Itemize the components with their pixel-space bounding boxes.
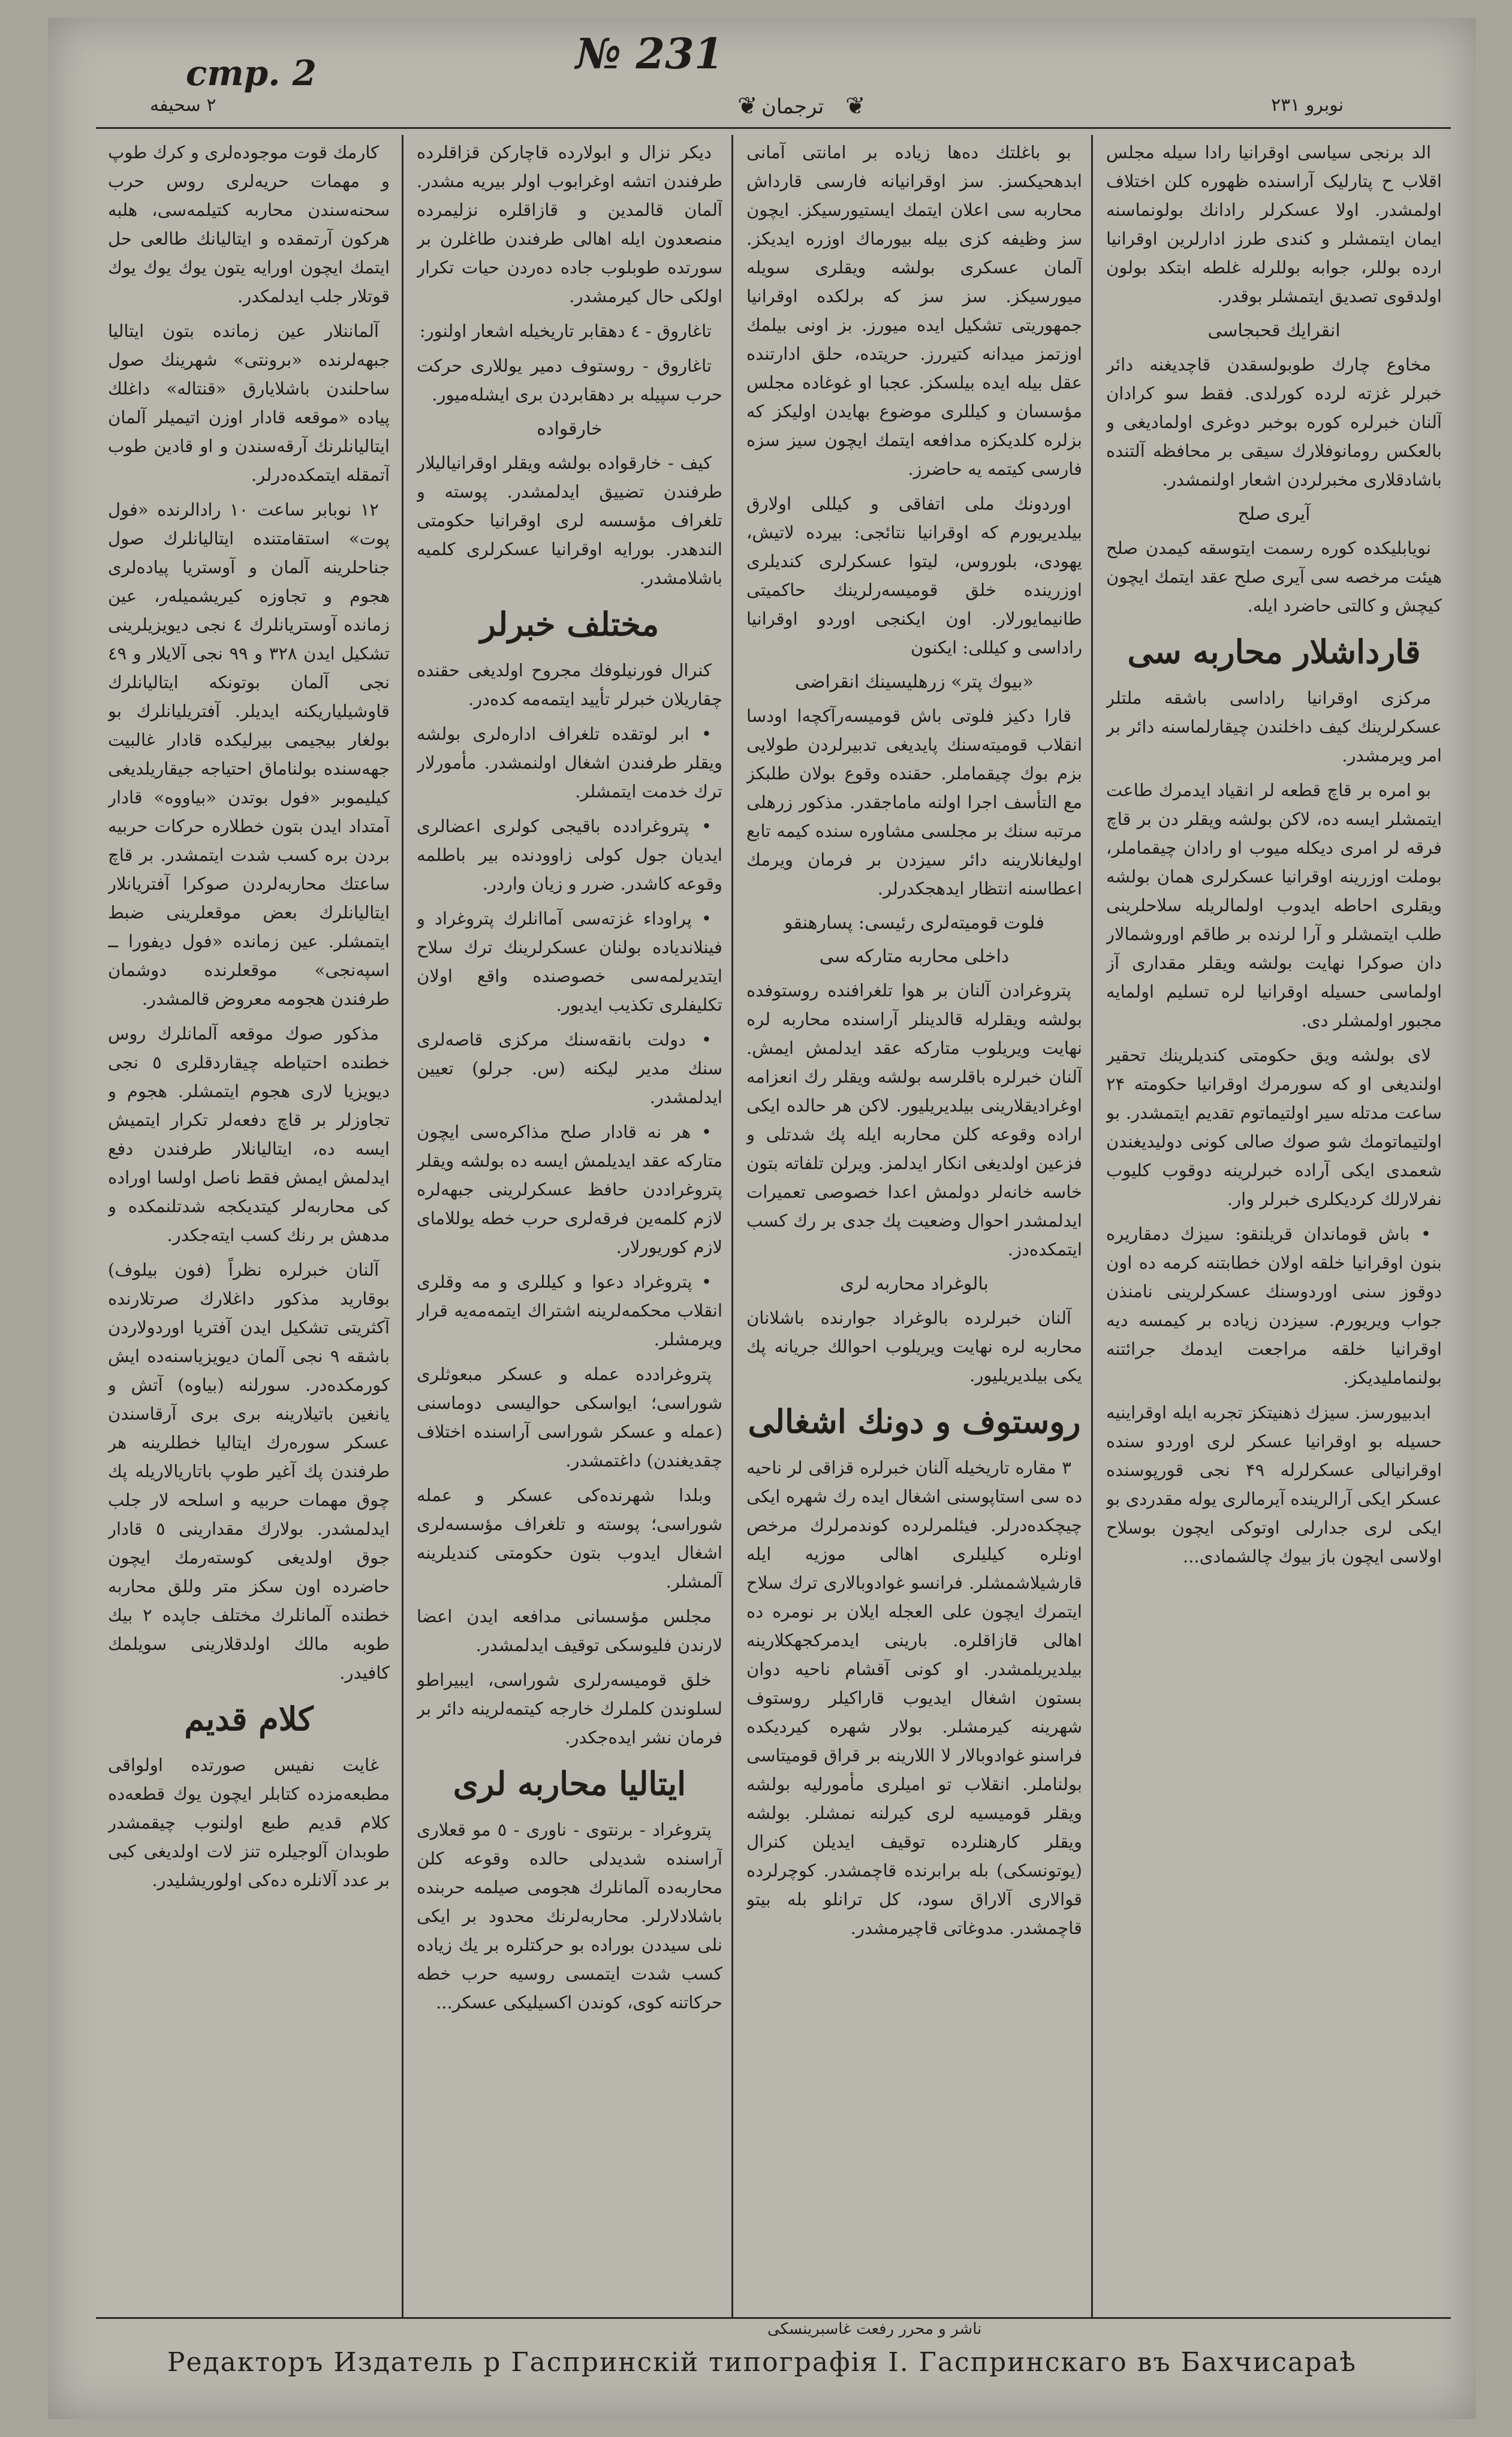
masthead-ornament-right: ❦ — [845, 92, 866, 120]
col1-para-8: لای بولشه ویق حکومتی کندیلرینك تحقیر اولندیغی او که سورمرك اوقرانیا حکومته ۲۴ ساعت مدتله سیر اولتیماتوم تقدیم ایتمشدر. بو اولتیماتومك شو صوك صالی کونی دولیدیغندن شعمدی ایکی آراده خبرلرینه دوقوب کلیوب نفرلارلك کردیکلری خبرلر وار. — [1106, 1045, 1442, 1209]
col3-para-1: تاغاروق - ٤ دهقابر تاریخیله اشعار اولنور: — [419, 321, 712, 341]
imprint-rule — [96, 2317, 1451, 2319]
footer-imprint: Редакторъ Издатель р Гаспринскій типографія I. Гаспринскаго въ Бахчисараѣ — [167, 2347, 1357, 2378]
col3-para-11: • هر نه قادار صلح مذاکره‌سی ایچون متارکه عقد ایدیلمش ایسه ده بولشه ویقلر پتروغراددن حافظ عسکرلرینی جبهه‌لره لازم کلمه‌ین فرقه‌لری حرب خطه یوللامای لازم کوریورلار. — [417, 1122, 722, 1257]
col2-subhead-5: داخلی محاربه متارکه سی — [819, 946, 1010, 967]
col2-para-6: پتروغرادن آلنان بر هوا تلغرافنده روستوفده بولشه ویقلرله قالدینلر آراسنده محاربه لره نهایت ویریلوب متارکه عقد ایدلمش ایمش. آلنان خبرلره باقلرسه بولشه ویقلر رك انعزامه اوغرادیقلارینی بیلدیریلیور. لاکن هر حالده ایکی اراده وقوعه کلن محاربه ایله پك شدتلی و فزعین اولدیغی انکار ایدلمز. ویرلن تلفاته بتون خاسه خانه‌لر دولمش اعدا خصوصی تعمیرات ایدلمشدر احوال وضعیت پك جدی بر رك کسب ایتمکده‌دز. — [746, 980, 1082, 1260]
col1-para-10: ابدبیورسز. سیزك ذهنیتکز تجربه ایله اوقراینیه حسیله بو اوقرانیا عسکر لری اوردو سنده اوقرانیالی عسکرلرله ۴۹ نجی قورپوسنده عسکر ایکی آرالرینده آیرمالری یوله مقدردی بو ایکی لری جدارلی اوتوکی ایچون بوسلاح اولاسی ایچون باز بیوك چالشمادی... — [1106, 1402, 1442, 1567]
col2-headline: روستوف و دونك اشغالی — [748, 1402, 1081, 1441]
col2-para-10: ۳ مقاره تاریخیله آلنان خبرلره قزاقی لر ناحیه ده سی استاپوسنی اشغال ایده رك شهره ایکی چیچکده‌درلر. فیئلمرلرده کوندمرلرك مرخص اونلره کیلیلری اهالی موزیه ایله قارشیلاشمشلر. فرانسو غوادوبالاری ترك سلاح ایتمرك ایچون علی العجله ایلان بر نومره ده اهالی قازاقلره. بارینی ایدمرکجهکلارینه بیلدیریلمشدر. او کونی آقشام ناحیه ‌دوان بستون اشغال ایدیوب قاراکیلر روستوف شهرینه کیرمشلر. بولار شهره کیردیکده فراسنو غوادوبالار لا اللارینه بر قراق قومیتاسی بولناملر. انقلاب تو امیلری مأمورلیه بولشه ویقلر قومیسیه لری کیرلنه نمشلر. بولشه ویقلر کارهنلرده توقیف ایدیلن کنرال (یوتونسکی) بله برابرنده قاچمشدر. کوچرلرده قوالاری آلاراق سود، کل ترانلو بله بیتو قاچمشدر. مدوغاتی قاچیرمشدر. — [746, 1457, 1082, 1938]
col3-para-6: کنرال فورنیلوفك مجروح اولدیغی حقنده چقاریلان خبرلر تأیید ایتمه‌مه کده‌در. — [417, 660, 722, 709]
handwritten-page-number: стр. 2 — [186, 53, 317, 94]
handwritten-issue-number: № 231 — [576, 29, 724, 79]
col1-para-6: مرکزی اوقرانیا راداسی باشقه ملتلر عسکرلرینك کیف داخلندن چیقارلماسنه دائر بر امر ویرمشدر. — [1106, 688, 1442, 766]
col1-subhead-1: انقرایك قحبجاسی — [1207, 320, 1341, 341]
col3-para-13: پتروغرادده عمله و عسکر مبعوثلری شوراسی؛ ایواسکی حوالیسی دوماسنی (عمله و عسکر شوراسی آراسنده اختلاف چقدیغندن) داغتمشدر. — [417, 1364, 722, 1471]
col4-para-1: آلماننلار عین زمانده بتون ایتالیا جبهه‌لرنده «برونتی» شهرینك صول ساحلندن باشلایارق «قنتاله» داغلك پیاده «موقعه قادار اوزن اتیمیلر آلمان ایتالیانلرنك آرقه‌سندن و او قادین طوب آتمقله ایتمکده‌درلر. — [108, 321, 390, 485]
col4-para-2: ۱۲ نوبابر ساعت ۱۰ رادالرنده «فول پوت» استقامتنده ایتالیانلرك صول جناحلرینه آلمان و آوستریا پیاده‌لری هجوم و تجاوزه کیریشمیله‌ر، عین زمانده آوستریانلرك ٤ نجی دیویزیلرینی تشکیل ایدن ٣٢٨ و ۹۹ نجی آلایلار و ٤٩ نجی آلمان بوتونکه ایتالیانلرك قاوشیلیاریکنه ایدیلر. آفتریلیانلرك بو بولغار بیجیمی بیرلیکده قادار غالبیت جهه‌سنده بولناماق احتیاجه جیقاریلدیغی کیلیموبر «فول بوتدن «بیاووه» قادار آمتداد ایدن بتون خطلاره حرکات حربیه بردن بره کسب شدت ایتمشدر. بر قاچ ساعتك محاربه‌لردن صوکرا آفتریانلار ایتالیانلرك بعض موقعلرینی ضبط ایتمشلر. عین زمانده «فول دیفورا ــ اسپه‌نجی» موقعلرنده دوشمان طرفندن هجومه معروض قالمشدر. — [108, 499, 390, 1009]
imprint-line: ناشر و محرر رفعت غاسبرینسکی — [767, 2320, 982, 2338]
col4-para-0: کارمك قوت موجوده‌لری و کرك طوپ و مهمات حریه‌لری روس حرب سحنه‌سندن محاربه کتیلمه‌سی، هلبه هرکون آرتمقده و ایتالیانك طالعی حل ایتمك ایچون اورایه یتون یوك یوك یوك قوتلار جلب ایدلمکدر. — [108, 142, 390, 306]
col2-para-3: قارا دکیز فلوتی باش قومیسه‌رآکچه‌ا اودسا انقلاب قومیته‌سنك پایدیغی تدبیرلردن طولایی بزم بوك چیقماملر. حقنده وقوع بولان طلبکز مع التأسف اجرا اولنه ماماجقدر. مذکور زرهلی مرتبه سنك بر مجلسی مشاوره سنده کیمه تابع اولیغانلارینه دائر سیزدن بر فرمان ویرمك اعطاسنه انتظار ایدهجکدرلر. — [746, 706, 1082, 899]
col2-para-8: آلنان خبرلرده بالوغراد جوارنده باشلانان محاربه لره نهایت ویریلوب احوالك جریانه پك یکی بیلدیریلیور. — [746, 1308, 1082, 1385]
column-center-left — [417, 138, 722, 2314]
col1-headline: قارداشلار محاربه سی — [1127, 632, 1421, 671]
col3-para-2: تاغاروق - روستوف دمیر یوللاری حرکت حرب سپیله بر دهقابردن بری ایشله‌میور. — [417, 356, 722, 405]
col3-para-9: • پراوداء غزته‌سی آماانلرك پتروغراد و فینلاندیاده بولنان عسکرلرینك ترك سلاح ایتدیرلمه‌سی خصوصنده واقع اولان تکلیفلری تکذیب ایدیور. — [417, 908, 722, 1015]
header-rule — [96, 127, 1451, 129]
col4-para-4: آلنان خبرلره نظراً (فون بیلوف) بوقارید مذکور داغلارك صرتلارنده آکثریتی تشکیل ایدن آفتریا اوردولاردن باشقه ۹ نجی آلمان دیویزیاسنه‌ده ایش کورمکده‌در. سورلنه (بیاوه) آتش و یانغین باتیلارینه بری بری آرقاسندن عسکر سوره‌رك ایتالیا خطلرینه هر طرفندن پك آغیر طوپ باتاریالاریله پك چوق مهمات حربیه و اسلحه لار جلب ایدلمشدر. بولارك مقدارینی ٥ قادار جوق اولدیغی کوسته‌رمك ایچون حاضرده اون سکز متر وللق محاربه خطنده آلمانلرك مختلف جاپده ۲ بیك طوبه مالك اولدقلارینی سویلمك کافیدر. — [108, 1260, 390, 1683]
column-rule-1 — [402, 135, 403, 2317]
col3-para-8: • پتروغرادده باقیجی کولری اعضالری ایدیان جول کولی زاوودنده بیر باطلمه وقوعه کاشدر. ضرر و زیان واردر. — [417, 816, 722, 894]
col4-headline-ad: کلام قدیم — [184, 1700, 314, 1738]
col2-subhead-2: «بیوك پتر» زرهلیسینك انقراضی — [794, 671, 1034, 692]
col1-para-7: بو امره بر قاچ قطعه لر انقیاد ایدمرك طاعت ایتمشلر ایسه ده، لاکن بولشه ویقلر دن بر قاچ فرقه لر امری دیکله میوب او رادان چیقماملر، بوملت اوزرینه اوقرانیا عسکرلری همان بولشه ویقلری احاطه ایدوب اولمالریله سلاحلرینی طلب ایتمشلر و آرا لرنده بر طاقم اوروشمالار دان صوکرا نهایت بولشه ویقلر مقداری آز اولماسی حسیله اوقرانیا لره تسلیم اولمایه مجبور اولمشلر دی. — [1106, 780, 1442, 1031]
column-right — [1106, 138, 1442, 2314]
newspaper-page — [48, 18, 1476, 2419]
column-rule-3 — [1091, 135, 1093, 2317]
col3-para-7: • ابر لوتقده تلغراف اداره‌لری بولشه ویقلر طرفندن اشغال اولنمشدر. مأمورلار ترك خدمت ایتمشلر. — [417, 724, 722, 802]
col3-subhead-3: خارقواده — [537, 418, 603, 439]
col3-para-14: وبلدا شهرنده‌کی عسکر و عمله شوراسی؛ پوسته و تلغراف مؤسسه‌لری اشغال ایدوب بتون حکومتی کندیلرینه آلمشلر. — [417, 1485, 722, 1592]
col2-signature-4: فلوت قومیته‌لری رئیسی: پسارهنقو — [784, 912, 1044, 933]
column-rule-2 — [731, 135, 733, 2317]
col3-para-16: خلق قومیسه‌رلری شوراسی، ایبیراطو لسلوندن کلملرك خارجه کیتمه‌لرینه دائر بر فرمان نشر ایده‌جکدر. — [417, 1670, 722, 1748]
masthead-center: ترجمان — [761, 95, 824, 119]
col4-para-6: غایت نفیس صورتده اولواقی مطبعه‌مزده کتابلر ایچون یوك قطعه‌ده کلام قدیم طبع اولنوب چیقمشدر طوبدان آلوجیلره تنز لات اولدیغی کبی بر عدد آلانلره ده‌کی اولوریشلیدر. — [108, 1755, 390, 1890]
col3-para-18: پتروغراد - برنتوی - ناوری - ٥ مو قعلاری آراسنده شدیدلی حالده وقوعه کلن محاربه‌ده آلمانلرك هجومی صیلمه حربنده باشلادلارلر. محاربه‌لرنك محدود بر ایکی نلی سیددن بوراده بو حرکتلره بر یك زیاده کسب شدت ایتمسی روسیه حرب خطه حرکاتنه کوی، کوندن اکسیلیکی عسکر... — [417, 1820, 722, 2013]
masthead-ornament-left: ❦ — [737, 92, 758, 120]
col3-para-10: • دولت بانقه‌سنك مرکزی قاصه‌لری سنك مدیر لیکنه (س. جرلو) تعیین ایدلمشدر. — [417, 1029, 722, 1107]
col1-para-4: نویابلیکده کوره رسمت ایتوسقه کیمدن صلح هیئت مرخصه سی آیری صلح عقد ایتمك ایچون کیچش و کالتی حاضرد ایله. — [1106, 538, 1442, 616]
col3-para-15: مجلس مؤسسانی مدافعه ایدن اعضا لارندن فلیوسکی توقیف ایدلمشدر. — [417, 1606, 722, 1655]
col1-para-9: • باش قوماندان قریلنقو: سیزك دمقاریره بنون اوقرانیا خلقه اولان خطابتنه کرمه ده اون دوقوز سنی اوردوسنك عسکرلرینی نامنذن جواب ویریورم. سیزدن زیاده بر کیمسه دیه اوقرانیا خلقه مراجعت ایدمك جرائتنه بولنماملیدیکز. — [1106, 1224, 1442, 1388]
col2-para-1: اوردونك ملی اتفاقی و کیللی اولارق بیلدیریورم که اوقرانیا نتائجی: بیرده لاتیش، یهودی، بلوروس، لیتوا عسکرلری کندیلری اوزرینده خلق قومیسه‌رلرینك حاکمیتی طانیمایورلار. اون ایکنجی اوردو اوقرانیا راداسی و کیللی: ایکنون — [746, 493, 1082, 658]
date-label: نوبرو ۲۳۱ — [1271, 95, 1344, 116]
col1-para-0: الد برنجی سیاسی اوقرانیا رادا سیله مجلس اقلاب ح پتارلیک آراسنده ظهوره کلن اختلاف اولمشدر. اولا عسکرلر رادانك بولونماسنه ایمان ایتمشلر و کندی طرز ادارلرین اوقرانیا ارده بوللر، جوابه بوللرله غلطه ابتکد بولون اولدقوی تصدیق ایتمشلر بوقدر. — [1106, 142, 1442, 306]
column-left — [108, 138, 390, 2314]
col3-headline-misc: مختلف خبرلر — [480, 605, 659, 643]
col3-para-0: دیکر نزال و ابولارده قاچارکن قزاقلرده طرفندن اتشه اوغرابوب اولر بیریه مشدر. آلمان قالمدین و قازاقلره نزلیمرده منصعدون ایله اهالی طرفندن طاغلرن بر سورتده طوبلوب جاده ده‌ردن حیات تکرار اولکی حال کیرمشدر. — [417, 142, 722, 306]
col3-headline-italy: ایتالیا محاربه لری — [453, 1764, 686, 1803]
page-number-label: ٢ سحيفه — [150, 95, 216, 116]
col1-subhead-3: آیری صلح — [1237, 504, 1311, 525]
col4-para-3: مذکور صوك موقعه آلمانلرك روس خطنده احتیاطه چیقاردقلری ٥ نجی دیویزیا لاری هجوم ایتمشلر. هجوم و تجاوزلر بر قاچ دفعه‌لر تکرار ایتمیش ایسه ده، ایتالیانلار طرفندن دفع ایدلمش ایمش فقط ناصل اولسا اوراده کی محاربه‌لر کیتدیکجه شدتلنمکده و مدهش بر رنك کسب ایته‌جکدر. — [108, 1023, 390, 1245]
col3-para-4: کیف - خارقواده بولشه ویقلر اوقرانیالیلار طرفندن تضییق ایدلمشدر. پوسته و تلغراف مؤسسه لری اوقرانیا حکومتی الندهدر. بورایه اوقرانیا عسکرلری کلمیه باشلامشدر. — [417, 453, 722, 588]
col3-para-12: • پتروغراد دعوا و کیللری و مه وقلری انقلاب محکمه‌لرینه اشتراك ایتمه‌مه‌یه قرار ویرمشلر. — [417, 1272, 722, 1349]
col1-para-2: مخاوع چارك طوبولسقدن قاچدیغنه دائر خبرلر غزته لرده کورلدی. فقط سو کرادان آلنان خبرلره کوره بوخبر دوغری اولمادیغی و بالعکس رومانوفلارك سیقی بر محافظه آلتنده باشادقلاری مخبرلردن اشعار اولنمشدر. — [1106, 354, 1442, 490]
col2-para-0: بو باغلتك ده‌ها زیاده بر امانتی آمانی ابدهحیکسز. سز اوقرانیانه فارسی قارداش محاربه سی اعلان ایتمك ایستیورسیکز. ایچون سز وظیفه کزی بیله بیورماك اوزره ایدیکز. آلمان عسکری بولشه ویقلری سویله میورسیکز. سز سز که برلکده اوقرانیا جمهوریتی تشکیل ایده میورز. بز اونی بیلمك اوزتمز میدانه کتیررز. حریتده، حلق ادارتنده عقل بیله ایده بیلسکز. عجبا او غوغاده مجلس مؤسسان و کیللری موضوع بهایدن اولیکز که بزلره کلدیکزه مدافعه ایتمك ایچون سیز سزه فارسی کیتمه یه حاضرز. — [746, 142, 1082, 479]
column-center-right — [746, 138, 1082, 2314]
col2-subhead-7: بالوغراد محاربه لری — [840, 1273, 989, 1294]
